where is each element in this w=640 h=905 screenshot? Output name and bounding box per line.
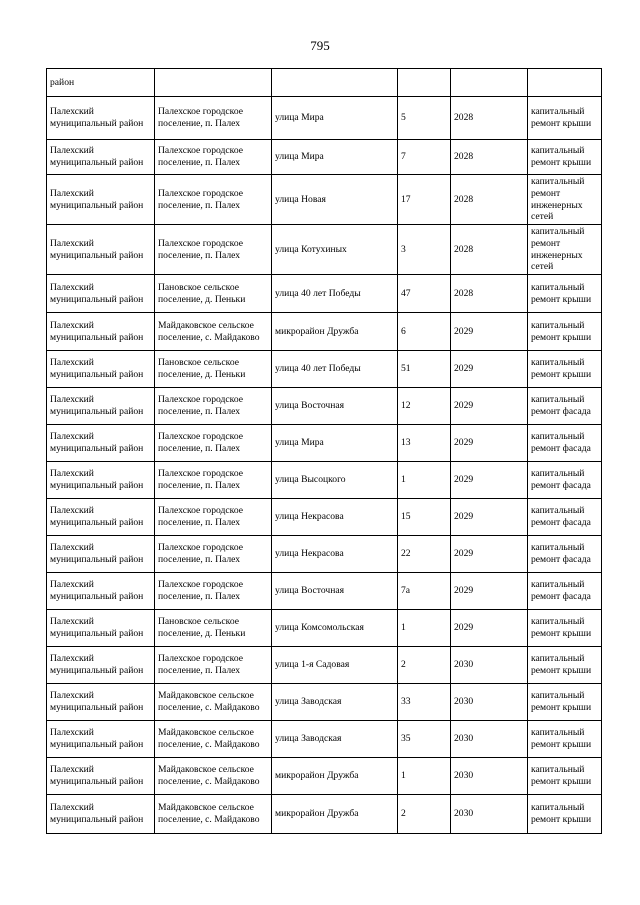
district-cell: Палехский муниципальный район: [47, 313, 155, 351]
house-cell: 51: [398, 351, 451, 388]
settlement-cell: Пановское сельское поселение, д. Пеньки: [155, 275, 272, 313]
year-cell: 2030: [451, 758, 528, 795]
year-cell: 2029: [451, 573, 528, 610]
year-cell: 2028: [451, 97, 528, 140]
work-cell: капитальный ремонт фасада: [528, 499, 602, 536]
work-cell: [528, 69, 602, 97]
year-cell: 2028: [451, 140, 528, 175]
district-cell: Палехский муниципальный район: [47, 536, 155, 573]
street-cell: улица Восточная: [272, 573, 398, 610]
work-cell: капитальный ремонт крыши: [528, 97, 602, 140]
district-cell: Палехский муниципальный район: [47, 97, 155, 140]
district-cell: Палехский муниципальный район: [47, 388, 155, 425]
year-cell: 2029: [451, 351, 528, 388]
district-cell: Палехский муниципальный район: [47, 140, 155, 175]
house-cell: 1: [398, 462, 451, 499]
street-cell: улица Некрасова: [272, 536, 398, 573]
year-cell: 2030: [451, 795, 528, 834]
house-cell: 1: [398, 610, 451, 647]
house-cell: 15: [398, 499, 451, 536]
district-cell: Палехский муниципальный район: [47, 721, 155, 758]
house-cell: 1: [398, 758, 451, 795]
year-cell: 2029: [451, 425, 528, 462]
street-cell: микрорайон Дружба: [272, 313, 398, 351]
street-cell: улица Новая: [272, 175, 398, 225]
house-cell: 6: [398, 313, 451, 351]
year-cell: 2030: [451, 684, 528, 721]
page-number: 795: [310, 38, 330, 53]
street-cell: улица 40 лет Победы: [272, 275, 398, 313]
table-row: [47, 225, 602, 275]
district-cell: район: [47, 69, 155, 97]
district-cell: Палехский муниципальный район: [47, 573, 155, 610]
settlement-cell: Палехское городское поселение, п. Палех: [155, 536, 272, 573]
table-row: [47, 758, 602, 795]
house-cell: 5: [398, 97, 451, 140]
district-cell: Палехский муниципальный район: [47, 647, 155, 684]
work-cell: капитальный ремонт фасада: [528, 462, 602, 499]
table-row: [47, 795, 602, 834]
settlement-cell: Майдаковское сельское поселение, с. Майдаково: [155, 795, 272, 834]
district-cell: Палехский муниципальный район: [47, 425, 155, 462]
settlement-cell: Палехское городское поселение, п. Палех: [155, 462, 272, 499]
street-cell: улица 1-я Садовая: [272, 647, 398, 684]
house-cell: 7а: [398, 573, 451, 610]
repair-schedule-table: [46, 68, 602, 834]
year-cell: 2028: [451, 175, 528, 225]
house-cell: 22: [398, 536, 451, 573]
continuation-row: [47, 69, 602, 97]
table-row: [47, 610, 602, 647]
table-row: [47, 97, 602, 140]
work-cell: капитальный ремонт крыши: [528, 610, 602, 647]
settlement-cell: Палехское городское поселение, п. Палех: [155, 97, 272, 140]
district-cell: Палехский муниципальный район: [47, 758, 155, 795]
year-cell: 2029: [451, 536, 528, 573]
settlement-cell: Палехское городское поселение, п. Палех: [155, 573, 272, 610]
table-row: [47, 499, 602, 536]
street-cell: улица Некрасова: [272, 499, 398, 536]
year-cell: 2028: [451, 225, 528, 275]
work-cell: капитальный ремонт фасада: [528, 425, 602, 462]
year-cell: 2029: [451, 462, 528, 499]
house-cell: 47: [398, 275, 451, 313]
street-cell: улица Заводская: [272, 684, 398, 721]
year-cell: 2028: [451, 275, 528, 313]
street-cell: микрорайон Дружба: [272, 758, 398, 795]
district-cell: Палехский муниципальный район: [47, 684, 155, 721]
district-cell: Палехский муниципальный район: [47, 610, 155, 647]
work-cell: капитальный ремонт крыши: [528, 684, 602, 721]
street-cell: улица Мира: [272, 140, 398, 175]
work-cell: капитальный ремонт крыши: [528, 275, 602, 313]
table-row: [47, 721, 602, 758]
district-cell: Палехский муниципальный район: [47, 351, 155, 388]
work-cell: капитальный ремонт инженерных сетей: [528, 175, 602, 225]
table-row: [47, 684, 602, 721]
year-cell: 2029: [451, 388, 528, 425]
table-row: [47, 573, 602, 610]
house-cell: 12: [398, 388, 451, 425]
table-row: [47, 425, 602, 462]
street-cell: микрорайон Дружба: [272, 795, 398, 834]
year-cell: 2030: [451, 647, 528, 684]
work-cell: капитальный ремонт крыши: [528, 721, 602, 758]
street-cell: улица 40 лет Победы: [272, 351, 398, 388]
house-cell: 13: [398, 425, 451, 462]
house-cell: 2: [398, 795, 451, 834]
table-row: [47, 175, 602, 225]
settlement-cell: Палехское городское поселение, п. Палех: [155, 140, 272, 175]
district-cell: Палехский муниципальный район: [47, 275, 155, 313]
year-cell: 2029: [451, 313, 528, 351]
house-cell: 7: [398, 140, 451, 175]
house-cell: [398, 69, 451, 97]
year-cell: [451, 69, 528, 97]
settlement-cell: Пановское сельское поселение, д. Пеньки: [155, 351, 272, 388]
settlement-cell: Майдаковское сельское поселение, с. Майдаково: [155, 721, 272, 758]
settlement-cell: [155, 69, 272, 97]
district-cell: Палехский муниципальный район: [47, 499, 155, 536]
work-cell: капитальный ремонт крыши: [528, 313, 602, 351]
work-cell: капитальный ремонт фасада: [528, 388, 602, 425]
year-cell: 2029: [451, 610, 528, 647]
district-cell: Палехский муниципальный район: [47, 795, 155, 834]
street-cell: [272, 69, 398, 97]
work-cell: капитальный ремонт крыши: [528, 758, 602, 795]
table-row: [47, 140, 602, 175]
work-cell: капитальный ремонт инженерных сетей: [528, 225, 602, 275]
settlement-cell: Палехское городское поселение, п. Палех: [155, 499, 272, 536]
district-cell: Палехский муниципальный район: [47, 225, 155, 275]
table-row: [47, 275, 602, 313]
street-cell: улица Комсомольская: [272, 610, 398, 647]
year-cell: 2029: [451, 499, 528, 536]
settlement-cell: Майдаковское сельское поселение, с. Майдаково: [155, 684, 272, 721]
house-cell: 35: [398, 721, 451, 758]
table-row: [47, 313, 602, 351]
work-cell: капитальный ремонт фасада: [528, 573, 602, 610]
district-cell: Палехский муниципальный район: [47, 175, 155, 225]
house-cell: 3: [398, 225, 451, 275]
work-cell: капитальный ремонт крыши: [528, 795, 602, 834]
work-cell: капитальный ремонт фасада: [528, 536, 602, 573]
settlement-cell: Пановское сельское поселение, д. Пеньки: [155, 610, 272, 647]
district-cell: Палехский муниципальный район: [47, 462, 155, 499]
settlement-cell: Палехское городское поселение, п. Палех: [155, 425, 272, 462]
table-row: [47, 536, 602, 573]
table-row: [47, 351, 602, 388]
table-row: [47, 462, 602, 499]
year-cell: 2030: [451, 721, 528, 758]
work-cell: капитальный ремонт крыши: [528, 351, 602, 388]
settlement-cell: Палехское городское поселение, п. Палех: [155, 225, 272, 275]
house-cell: 2: [398, 647, 451, 684]
street-cell: улица Высоцкого: [272, 462, 398, 499]
work-cell: капитальный ремонт крыши: [528, 647, 602, 684]
street-cell: улица Котухиных: [272, 225, 398, 275]
street-cell: улица Мира: [272, 425, 398, 462]
settlement-cell: Палехское городское поселение, п. Палех: [155, 647, 272, 684]
house-cell: 33: [398, 684, 451, 721]
table-row: [47, 388, 602, 425]
street-cell: улица Восточная: [272, 388, 398, 425]
street-cell: улица Заводская: [272, 721, 398, 758]
settlement-cell: Палехское городское поселение, п. Палех: [155, 388, 272, 425]
house-cell: 17: [398, 175, 451, 225]
street-cell: улица Мира: [272, 97, 398, 140]
settlement-cell: Майдаковское сельское поселение, с. Майдаково: [155, 313, 272, 351]
settlement-cell: Майдаковское сельское поселение, с. Майдаково: [155, 758, 272, 795]
settlement-cell: Палехское городское поселение, п. Палех: [155, 175, 272, 225]
table-row: [47, 647, 602, 684]
table-body: [47, 69, 602, 834]
work-cell: капитальный ремонт крыши: [528, 140, 602, 175]
